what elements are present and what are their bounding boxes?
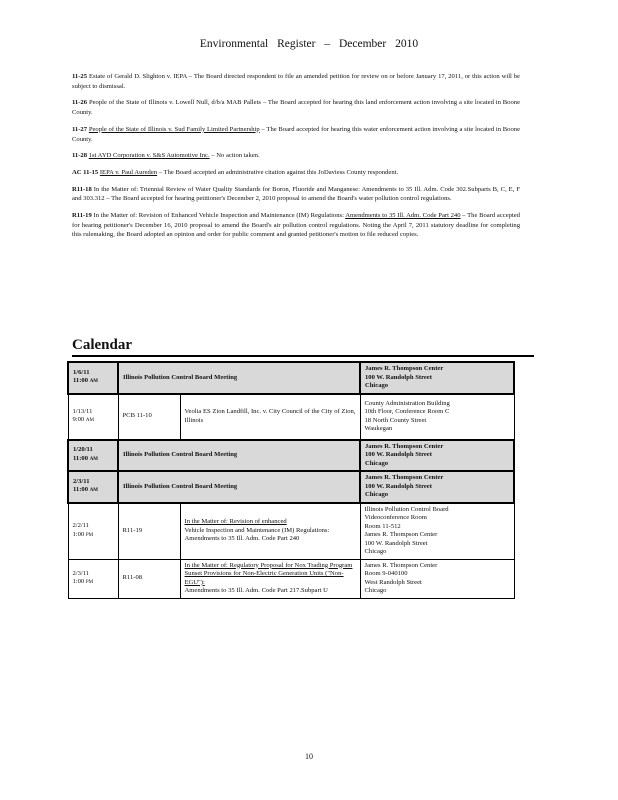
calendar-row <box>68 471 514 503</box>
event-description-caption: In the Matter of: Revision of enhanced <box>184 518 287 526</box>
event-time: 9:00 <box>72 416 85 423</box>
event-time: 11:00 <box>73 377 89 385</box>
location-line: James R. Thompson Center <box>365 365 444 372</box>
location-line: Room 9-040100 <box>364 570 408 577</box>
location-line: James R. Thompson Center <box>364 561 438 569</box>
entry-11-27 <box>72 125 520 144</box>
entry-id: AC 11-15 <box>72 168 99 176</box>
entry-11-28 <box>72 151 520 161</box>
entry-text: – No action taken. <box>209 152 260 160</box>
location-line: James R. Thompson Center <box>365 442 444 450</box>
event-datetime <box>68 440 118 472</box>
event-description <box>180 559 360 598</box>
page-number: 10 <box>305 752 313 761</box>
event-date: 1/6/11 <box>73 368 90 376</box>
calendar-table <box>67 361 515 599</box>
entry-text: – The Board accepted an administrative citation against this JoDaviess County respondent. <box>157 168 399 176</box>
location-line: Chicago <box>364 587 387 594</box>
event-description-text: Vehicle Inspection and Maintenance (IM) Regulations: Amendments to 35 Ill. Adm. Code Part 240 <box>184 526 330 543</box>
entry-case-caption: People of the State of Illinois v. Sud Family Limited Partnership <box>88 125 260 133</box>
entry-text: People of the State of Illinois v. Lowell Null, d/b/a MAB Pallets – The Board accepted for hearing this land enforcement action involving a site located in Boone County. <box>72 99 520 117</box>
location-line: Chicago <box>365 459 389 467</box>
event-title: Illinois Pollution Control Board Meeting <box>118 471 360 503</box>
calendar-title: Calendar <box>72 337 534 357</box>
event-description-text: Amendments to 35 Ill. Adm. Code Part 217.Subpart U <box>184 587 328 594</box>
entry-id: 11-27 <box>72 125 88 133</box>
event-time: 1:00 <box>72 530 85 538</box>
entry-id: 11-28 <box>72 152 88 160</box>
event-datetime <box>68 559 118 598</box>
entry-text-lead: In the Matter of: Revision of Enhanced Vehicle Inspection and Maintenance (IM) Regulations: <box>93 212 346 220</box>
event-location <box>360 362 514 394</box>
location-line: 100 W. Randolph Street <box>365 451 432 458</box>
location-line: Chicago <box>365 382 389 389</box>
event-ampm: PM <box>85 532 94 538</box>
event-case-number: PCB 11-10 <box>118 394 180 440</box>
location-line: 100 W. Randolph Street <box>364 539 428 547</box>
entry-r11-19 <box>72 211 520 240</box>
entry-id: R11-18 <box>72 185 92 193</box>
location-line: 10th Floor, Conference Room C <box>364 408 450 415</box>
event-location <box>360 471 514 503</box>
event-time: 11:00 <box>73 454 89 462</box>
entry-text: In the Matter of: Triennial Review of Water Quality Standards for Boron, Fluoride and Manganese: Amendments to 35 Ill. Adm. Code 302.Subparts B, C, E, F and 303.312 – The Board accepted for hearing petitioner's December 2, 2010 proposal to amend the Board's water pollution control regulations. <box>72 185 520 203</box>
event-date: 1/13/11 <box>72 407 93 415</box>
event-datetime <box>68 362 118 394</box>
location-line: James R. Thompson Center <box>364 531 438 538</box>
event-title: Illinois Pollution Control Board Meeting <box>118 440 360 472</box>
event-date: 2/2/11 <box>72 522 90 529</box>
location-line: 100 W. Randolph Street <box>365 373 432 381</box>
location-line: County Administration Building <box>364 399 450 407</box>
page-header: Environmental Register – December 2010 <box>199 38 419 50</box>
event-ampm: AM <box>89 379 99 385</box>
entry-r11-18 <box>72 185 520 204</box>
event-case-number: R11-08 <box>118 559 180 598</box>
location-line: Chicago <box>365 491 389 498</box>
entry-11-26 <box>72 98 520 117</box>
entry-id: 11-25 <box>72 73 88 80</box>
event-case-number: R11-19 <box>118 503 180 560</box>
board-actions <box>72 72 520 247</box>
entry-ac-11-15 <box>72 168 520 178</box>
event-location <box>360 559 514 598</box>
calendar-row <box>68 503 514 560</box>
event-datetime <box>68 394 118 440</box>
event-date: 1/20/11 <box>73 446 93 454</box>
entry-case-caption: 1st AYD Corporation v. S&S Automotive Inc. <box>88 152 210 160</box>
event-location <box>360 394 514 440</box>
location-line: Chicago <box>364 548 387 555</box>
event-time: 1:00 <box>72 578 85 585</box>
location-line: Videoconference Room <box>364 514 427 521</box>
event-ampm: AM <box>89 456 99 462</box>
event-description <box>180 503 360 560</box>
event-ampm: AM <box>85 418 94 423</box>
calendar-row <box>68 440 514 472</box>
event-description-caption: In the Matter of: Regulatory Proposal for Nox Trading Program Sunset Provisions for Non-Electric Generation Units ("Non-EGU"): <box>184 561 353 586</box>
event-description: Veolia ES Zion Landfill, Inc. v. City Council of the City of Zion, Illinois <box>180 394 360 440</box>
entry-text: – The Board accepted for hearing petitioner's December 16, 2010 proposal to amend the Board's air pollution control regulations. Noting the April 7, 2011 statutory deadline for completing this rulemaking, the Board adopted an opinion and order for public comment and granted petitioner's motion to file reduced copies. <box>72 212 520 239</box>
event-ampm: PM <box>85 580 94 585</box>
location-line: Illinois Pollution Control Board <box>364 505 449 513</box>
event-location <box>360 440 514 472</box>
event-location <box>360 503 514 560</box>
entry-text: Estate of Gerald D. Slighton v. IEPA – The Board directed respondent to file an amended petition for review on or before January 17, 2011, or this action will be subject to dismissal. <box>72 73 520 90</box>
entry-text: – The Board accepted for hearing this water enforcement action involving a site located in Boone County. <box>72 125 520 143</box>
entry-id: 11-26 <box>72 99 88 107</box>
event-ampm: AM <box>89 488 99 494</box>
calendar-row <box>68 559 514 598</box>
event-datetime <box>68 503 118 560</box>
entry-11-25 <box>72 72 520 91</box>
event-date: 2/3/11 <box>72 569 90 577</box>
calendar-row <box>68 394 514 440</box>
event-title: Illinois Pollution Control Board Meeting <box>118 362 360 394</box>
calendar-row <box>68 362 514 394</box>
event-time: 11:00 <box>73 486 89 494</box>
event-datetime <box>68 471 118 503</box>
event-date: 2/3/11 <box>73 477 90 485</box>
entry-case-caption: IEPA v. Paul Aureden <box>99 168 158 176</box>
location-line: West Randolph Street <box>364 578 422 586</box>
location-line: 100 W. Randolph Street <box>365 482 432 490</box>
location-line: Waukegan <box>364 425 393 432</box>
location-line: 18 North County Street <box>364 416 427 424</box>
entry-id: R11-19 <box>72 212 92 220</box>
location-line: James R. Thompson Center <box>365 474 444 481</box>
location-line: Room 11-512 <box>364 522 401 530</box>
entry-case-caption: Amendments to 35 Ill. Adm. Code Part 240 <box>345 212 461 220</box>
